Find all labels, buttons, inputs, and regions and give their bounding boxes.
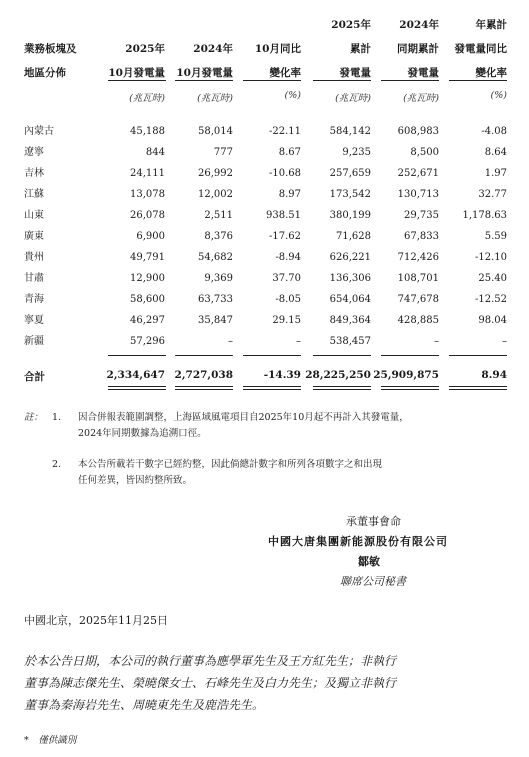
table-cell: 9,235 — [342, 147, 371, 158]
total-label: 合計 — [24, 371, 45, 383]
table-cell: -22.11 — [268, 126, 301, 137]
footnote-identification: * 僅供識別 — [24, 735, 77, 746]
header-col3-line1: 10月同比 — [254, 43, 301, 55]
table-cell: 54,682 — [198, 252, 233, 263]
header-col5-line2: 同期累計 — [397, 43, 439, 55]
table-cell: 49,791 — [130, 252, 165, 263]
table-cell: 5.59 — [484, 231, 507, 242]
total-rule — [108, 389, 166, 390]
header-col4-line3: 發電量 — [339, 67, 371, 79]
table-cell: 1.97 — [484, 168, 507, 179]
table-cell: 252,671 — [397, 168, 439, 179]
row-region: 寧夏 — [24, 315, 44, 326]
table-cell: 98.04 — [478, 315, 507, 326]
notes-label: 註： — [24, 412, 44, 423]
table-cell: 584,142 — [329, 126, 371, 137]
directors-line2: 董事為陳志傑先生、榮曉傑女士、石峰先生及白力先生；及獨立非執行 — [24, 676, 397, 690]
total-cell: 25,909,875 — [373, 369, 439, 381]
header-col2-line2: 10月發電量 — [176, 67, 233, 79]
table-cell: 712,426 — [397, 252, 439, 263]
table-cell: 173,542 — [329, 189, 371, 200]
note-2-number: 2. — [52, 459, 62, 470]
row-region: 貴州 — [24, 252, 44, 263]
table-cell: 654,064 — [329, 294, 371, 305]
header-rule-col1 — [108, 80, 166, 81]
signatory-title: 聯席公司秘書 — [340, 575, 406, 588]
table-cell: 32.77 — [478, 189, 507, 200]
table-cell: 428,885 — [397, 315, 439, 326]
table-cell: – — [434, 336, 439, 347]
unit-col2: (兆瓦時) — [197, 93, 233, 104]
table-cell: -4.08 — [481, 126, 507, 137]
row-region: 甘肅 — [24, 273, 44, 284]
header-rule-col5 — [381, 80, 439, 81]
table-cell: 8,376 — [204, 231, 233, 242]
total-rule — [381, 389, 439, 390]
table-cell: – — [502, 336, 507, 347]
header-rule-col3 — [243, 80, 301, 81]
unit-col6: (%) — [490, 90, 507, 101]
table-cell: -12.10 — [474, 252, 507, 263]
table-cell: 777 — [213, 147, 233, 158]
note-1-number: 1. — [52, 412, 62, 423]
unit-col3: (%) — [284, 90, 301, 101]
row-region: 廣東 — [24, 231, 44, 242]
table-cell: 8,500 — [410, 147, 439, 158]
table-cell: 8.97 — [278, 189, 301, 200]
subtotal-rule — [108, 355, 166, 356]
table-cell: 26,992 — [198, 168, 233, 179]
total-rule — [243, 389, 301, 390]
table-cell: -12.52 — [474, 294, 507, 305]
table-cell: 45,188 — [130, 126, 165, 137]
subtotal-rule — [449, 355, 507, 356]
note-1-line2: 2024年同期數據為追溯口徑。 — [78, 428, 207, 439]
table-cell: 257,659 — [329, 168, 371, 179]
note-2-line2: 任何差異，皆因約整所致。 — [78, 475, 193, 486]
header-region-line2: 地區分佈 — [24, 67, 66, 79]
total-rule — [175, 389, 233, 390]
table-cell: 12,002 — [198, 189, 233, 200]
total-cell: -14.39 — [263, 369, 301, 381]
row-region: 山東 — [24, 210, 44, 221]
total-rule — [108, 386, 166, 387]
header-col6-line1: 年累計 — [475, 19, 507, 31]
note-1-line1: 因合併報表範圍調整，上海區域風電項目自2025年10月起不再計入其發電量， — [78, 412, 409, 423]
header-rule-col2 — [175, 80, 233, 81]
subtotal-rule — [175, 355, 233, 356]
table-cell: 8.64 — [484, 147, 507, 158]
total-rule — [243, 386, 301, 387]
table-cell: – — [228, 336, 233, 347]
header-col6-line3: 變化率 — [475, 67, 507, 79]
row-region: 內蒙古 — [24, 126, 54, 137]
table-cell: -17.62 — [268, 231, 301, 242]
table-cell: 380,199 — [329, 210, 371, 221]
total-rule — [449, 389, 507, 390]
company-name: 中國大唐集團新能源股份有限公司 — [268, 535, 448, 548]
table-cell: 71,628 — [336, 231, 371, 242]
unit-col5: (兆瓦時) — [403, 93, 439, 104]
header-col1-line2: 10月發電量 — [108, 67, 165, 79]
header-col4-line2: 累計 — [350, 43, 371, 55]
directors-line3: 董事為秦海岩先生、周曉東先生及鹿浩先生。 — [24, 698, 265, 712]
table-cell: 9,369 — [204, 273, 233, 284]
row-region: 新疆 — [24, 336, 44, 347]
table-cell: 46,297 — [130, 315, 165, 326]
table-cell: 747,678 — [397, 294, 439, 305]
table-cell: 35,847 — [198, 315, 233, 326]
table-cell: -8.94 — [275, 252, 301, 263]
row-region: 吉林 — [24, 168, 44, 179]
header-region-line1: 業務板塊及 — [24, 43, 77, 55]
total-rule — [313, 386, 371, 387]
table-cell: -8.05 — [275, 294, 301, 305]
header-col4-line1: 2025年 — [331, 19, 371, 31]
table-cell: 130,713 — [397, 189, 439, 200]
table-cell: 58,600 — [130, 294, 165, 305]
table-cell: 25.40 — [478, 273, 507, 284]
table-cell: 12,900 — [130, 273, 165, 284]
row-region: 江蘇 — [24, 189, 44, 200]
table-cell: 136,306 — [329, 273, 371, 284]
table-cell: 29.15 — [272, 315, 301, 326]
table-cell: 608,983 — [397, 126, 439, 137]
table-cell: 24,111 — [130, 168, 165, 179]
table-cell: – — [296, 336, 301, 347]
by-order-of-board: 承董事會命 — [346, 515, 401, 528]
table-cell: 626,221 — [329, 252, 371, 263]
header-col5-line1: 2024年 — [399, 19, 439, 31]
header-col5-line3: 發電量 — [407, 67, 439, 79]
row-region: 青海 — [24, 294, 44, 305]
table-cell: 29,735 — [404, 210, 439, 221]
table-cell: -10.68 — [268, 168, 301, 179]
table-cell: 108,701 — [397, 273, 439, 284]
header-col3-line2: 變化率 — [269, 67, 301, 79]
table-cell: 538,457 — [329, 336, 371, 347]
header-rule-col6 — [449, 80, 507, 81]
total-rule — [449, 386, 507, 387]
table-cell: 37.70 — [272, 273, 301, 284]
table-cell: 6,900 — [136, 231, 165, 242]
table-cell: 844 — [145, 147, 165, 158]
table-cell: 938.51 — [266, 210, 301, 221]
subtotal-rule — [313, 355, 371, 356]
table-cell: 2,511 — [204, 210, 233, 221]
total-cell: 28,225,250 — [305, 369, 371, 381]
header-col1-line1: 2025年 — [125, 43, 165, 55]
total-cell: 8.94 — [481, 369, 507, 381]
table-cell: 67,833 — [404, 231, 439, 242]
header-col2-line1: 2024年 — [193, 43, 233, 55]
table-cell: 1,178.63 — [462, 210, 507, 221]
subtotal-rule — [381, 355, 439, 356]
total-rule — [313, 389, 371, 390]
table-cell: 57,296 — [130, 336, 165, 347]
table-cell: 13,078 — [130, 189, 165, 200]
total-rule — [381, 386, 439, 387]
table-cell: 8.67 — [278, 147, 301, 158]
directors-line1: 於本公告日期，本公司的執行董事為應學軍先生及王方紅先生；非執行 — [24, 654, 397, 668]
row-region: 遼寧 — [24, 147, 44, 158]
signatory-name: 鄒敏 — [358, 555, 380, 568]
table-cell: 63,733 — [198, 294, 233, 305]
table-cell: 849,364 — [329, 315, 371, 326]
total-rule — [175, 386, 233, 387]
header-rule-col4 — [313, 80, 371, 81]
header-col6-line2: 發電量同比 — [454, 43, 507, 55]
unit-col4: (兆瓦時) — [335, 93, 371, 104]
subtotal-rule — [243, 355, 301, 356]
place-date: 中國北京，2025年11月25日 — [24, 614, 168, 627]
table-cell: 26,078 — [130, 210, 165, 221]
table-cell: 58,014 — [198, 126, 233, 137]
total-cell: 2,334,647 — [106, 369, 165, 381]
total-cell: 2,727,038 — [174, 369, 233, 381]
unit-col1: (兆瓦時) — [129, 93, 165, 104]
note-2-line1: 本公告所載若干數字已經約整，因此倘總計數字和所列各項數字之和出現 — [78, 459, 383, 470]
